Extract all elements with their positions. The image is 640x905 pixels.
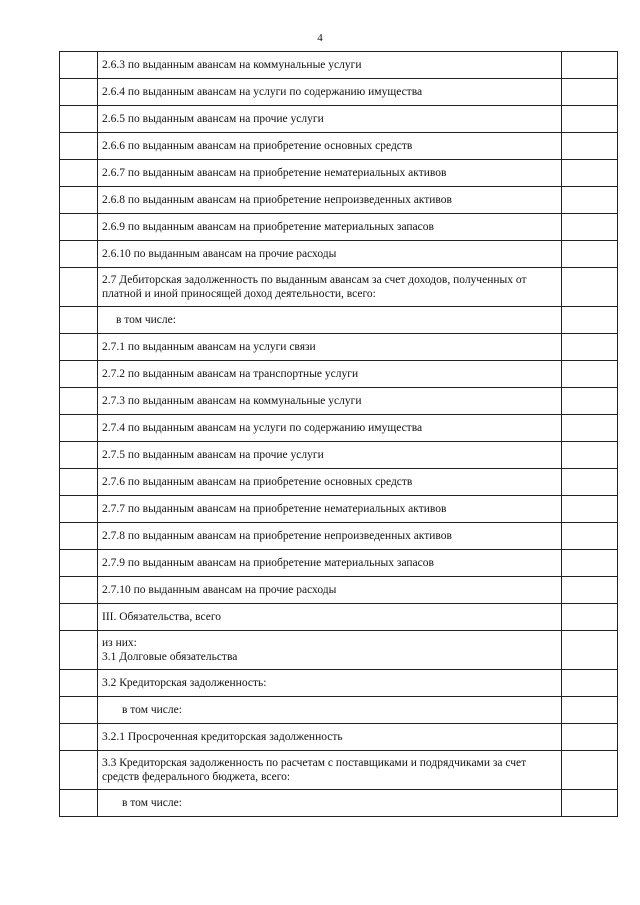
row-value-cell <box>562 241 618 268</box>
row-label-cell <box>98 469 562 496</box>
row-label: 2.7.3 по выданным авансам на коммунальные услуги <box>102 395 362 407</box>
row-label-cell <box>98 577 562 604</box>
row-number-cell <box>60 496 98 523</box>
row-label: 2.7.2 по выданным авансам на транспортные услуги <box>102 368 359 380</box>
row-label: из них: 3.1 Долговые обязательства <box>102 637 238 663</box>
table-row <box>60 52 618 79</box>
row-number-cell <box>60 442 98 469</box>
row-value-cell <box>562 79 618 106</box>
table-row <box>60 496 618 523</box>
row-value-cell <box>562 631 618 670</box>
row-label-cell <box>98 604 562 631</box>
table-row <box>60 133 618 160</box>
table-row <box>60 790 618 817</box>
row-label-cell <box>98 307 562 334</box>
row-label: 2.7.8 по выданным авансам на приобретение непроизведенных активов <box>102 530 452 542</box>
table-row <box>60 334 618 361</box>
row-label: 2.7.7 по выданным авансам на приобретение нематериальных активов <box>102 503 447 515</box>
row-label-cell <box>98 241 562 268</box>
row-value-cell <box>562 442 618 469</box>
row-label: в том числе: <box>116 314 176 326</box>
row-value-cell <box>562 52 618 79</box>
row-value-cell <box>562 268 618 307</box>
table-row <box>60 724 618 751</box>
row-value-cell <box>562 604 618 631</box>
table-row <box>60 241 618 268</box>
row-label-cell <box>98 442 562 469</box>
row-label: 2.7 Дебиторская задолженность по выданным авансам за счет доходов, полученных от платной и иной приносящей доход деятельности, всего: <box>102 274 527 300</box>
row-label: 2.7.1 по выданным авансам на услуги связи <box>102 341 316 353</box>
row-label-cell <box>98 550 562 577</box>
row-number-cell <box>60 106 98 133</box>
row-label: 3.3 Кредиторская задолженность по расчетам с поставщиками и подрядчиками за счет средств федерального бюджета, всего: <box>102 757 527 783</box>
row-number-cell <box>60 604 98 631</box>
table-row <box>60 268 618 307</box>
row-number-cell <box>60 550 98 577</box>
row-label-cell <box>98 160 562 187</box>
row-label: 2.6.6 по выданным авансам на приобретение основных средств <box>102 140 413 152</box>
row-label-cell <box>98 724 562 751</box>
row-label-cell <box>98 187 562 214</box>
row-label: 2.6.4 по выданным авансам на услуги по содержанию имущества <box>102 86 423 98</box>
row-number-cell <box>60 334 98 361</box>
row-number-cell <box>60 187 98 214</box>
row-label: 2.6.7 по выданным авансам на приобретение нематериальных активов <box>102 167 447 179</box>
row-label-cell <box>98 214 562 241</box>
row-number-cell <box>60 751 98 790</box>
table-row <box>60 160 618 187</box>
row-label-cell <box>98 133 562 160</box>
row-value-cell <box>562 577 618 604</box>
row-label-cell <box>98 52 562 79</box>
row-value-cell <box>562 307 618 334</box>
row-label: в том числе: <box>122 797 182 809</box>
row-label: в том числе: <box>122 704 182 716</box>
table-row <box>60 361 618 388</box>
row-value-cell <box>562 106 618 133</box>
row-label-cell <box>98 697 562 724</box>
row-value-cell <box>562 724 618 751</box>
row-number-cell <box>60 241 98 268</box>
row-value-cell <box>562 187 618 214</box>
table-row <box>60 523 618 550</box>
table-row <box>60 442 618 469</box>
row-number-cell <box>60 577 98 604</box>
row-number-cell <box>60 52 98 79</box>
row-value-cell <box>562 790 618 817</box>
table-row <box>60 106 618 133</box>
row-value-cell <box>562 361 618 388</box>
row-number-cell <box>60 415 98 442</box>
table-row <box>60 697 618 724</box>
row-value-cell <box>562 469 618 496</box>
row-label-cell <box>98 670 562 697</box>
row-label: 2.7.6 по выданным авансам на приобретение основных средств <box>102 476 413 488</box>
row-label-cell <box>98 334 562 361</box>
row-label: 2.6.9 по выданным авансам на приобретение материальных запасов <box>102 221 434 233</box>
row-label: 2.6.10 по выданным авансам на прочие расходы <box>102 248 337 260</box>
row-number-cell <box>60 697 98 724</box>
table-row <box>60 307 618 334</box>
row-value-cell <box>562 697 618 724</box>
row-number-cell <box>60 160 98 187</box>
row-number-cell <box>60 388 98 415</box>
row-label-cell <box>98 790 562 817</box>
row-label-cell <box>98 523 562 550</box>
row-label: 3.2 Кредиторская задолженность: <box>102 677 267 689</box>
row-number-cell <box>60 670 98 697</box>
table-row <box>60 415 618 442</box>
row-value-cell <box>562 160 618 187</box>
report-table <box>59 51 618 817</box>
row-label: 2.7.5 по выданным авансам на прочие услуги <box>102 449 324 461</box>
row-number-cell <box>60 361 98 388</box>
table-row <box>60 187 618 214</box>
row-label-cell <box>98 106 562 133</box>
row-number-cell <box>60 790 98 817</box>
row-number-cell <box>60 307 98 334</box>
table-row <box>60 670 618 697</box>
table-row <box>60 550 618 577</box>
row-value-cell <box>562 496 618 523</box>
table-row <box>60 388 618 415</box>
row-label: 2.7.10 по выданным авансам на прочие расходы <box>102 584 337 596</box>
row-number-cell <box>60 133 98 160</box>
row-label: 2.6.5 по выданным авансам на прочие услуги <box>102 113 324 125</box>
row-label: 2.7.9 по выданным авансам на приобретение материальных запасов <box>102 557 434 569</box>
table-row <box>60 469 618 496</box>
page-number: 4 <box>317 32 323 44</box>
row-value-cell <box>562 214 618 241</box>
row-label-cell <box>98 388 562 415</box>
table-row <box>60 631 618 670</box>
table-row <box>60 214 618 241</box>
row-value-cell <box>562 334 618 361</box>
table-row <box>60 79 618 106</box>
row-value-cell <box>562 133 618 160</box>
row-number-cell <box>60 724 98 751</box>
row-value-cell <box>562 670 618 697</box>
row-number-cell <box>60 523 98 550</box>
row-label: 2.6.8 по выданным авансам на приобретение непроизведенных активов <box>102 194 452 206</box>
row-number-cell <box>60 631 98 670</box>
row-label-cell <box>98 751 562 790</box>
table-row <box>60 577 618 604</box>
table-row <box>60 604 618 631</box>
row-value-cell <box>562 523 618 550</box>
row-label: 2.6.3 по выданным авансам на коммунальные услуги <box>102 59 362 71</box>
row-label-cell <box>98 361 562 388</box>
row-number-cell <box>60 214 98 241</box>
row-value-cell <box>562 550 618 577</box>
row-value-cell <box>562 415 618 442</box>
row-label-cell <box>98 631 562 670</box>
row-label-cell <box>98 496 562 523</box>
row-value-cell <box>562 751 618 790</box>
row-value-cell <box>562 388 618 415</box>
row-number-cell <box>60 79 98 106</box>
row-label-cell <box>98 415 562 442</box>
row-label-cell <box>98 268 562 307</box>
row-label: 3.2.1 Просроченная кредиторская задолженность <box>102 731 343 743</box>
row-number-cell <box>60 469 98 496</box>
table-row <box>60 751 618 790</box>
row-label: 2.7.4 по выданным авансам на услуги по содержанию имущества <box>102 422 423 434</box>
row-label: III. Обязательства, всего <box>102 611 222 623</box>
row-label-cell <box>98 79 562 106</box>
row-number-cell <box>60 268 98 307</box>
